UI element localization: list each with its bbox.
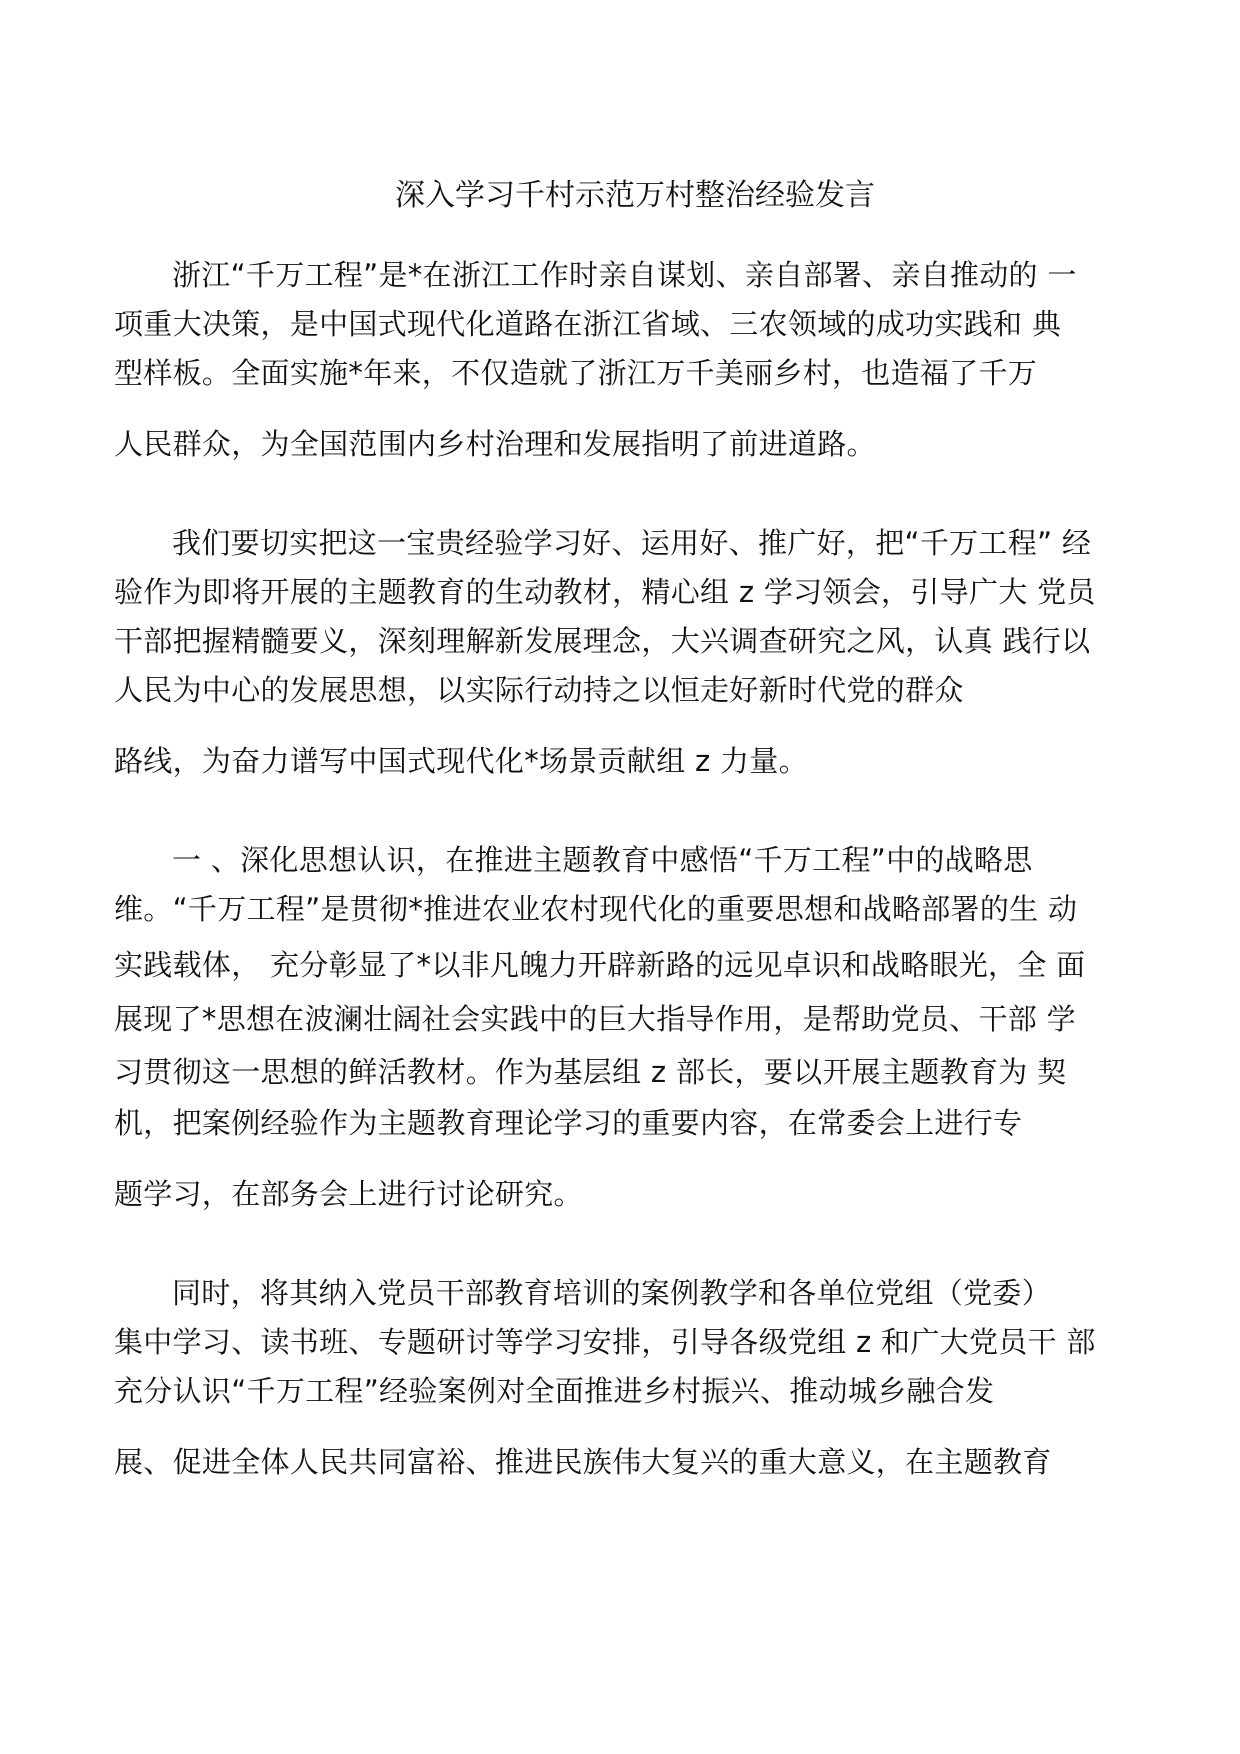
- paragraph-3-line-7: 题学习，在部务会上进行讨论研究。: [114, 1177, 583, 1211]
- paragraph-2-line-1: 我们要切实把这一宝贵经验学习好、运用好、推广好，把“千万工程” 经: [172, 526, 1092, 560]
- paragraph-1-line-2: 项重大决策，是中国式现代化道路在浙江省域、三农领域的成功实践和 典: [114, 307, 1062, 341]
- paragraph-3-line-6: 机，把案例经验作为主题教育理论学习的重要内容，在常委会上进行专: [114, 1106, 1023, 1140]
- paragraph-1-line-3: 型样板。全面实施*年来，不仅造就了浙江万千美丽乡村，也造福了千万: [114, 356, 1038, 390]
- paragraph-2-line-5: 路线，为奋力谱写中国式现代化*场景贡献组 z 力量。: [114, 744, 808, 778]
- paragraph-4-line-2: 集中学习、读书班、专题研讨等学习安排，引导各级党组 z 和广大党员干 部: [114, 1325, 1096, 1359]
- paragraph-3-line-5: 习贯彻这一思想的鲜活教材。作为基层组 z 部长，要以开展主题教育为 契: [114, 1055, 1067, 1089]
- paragraph-1-line-1: 浙江“千万工程”是*在浙江工作时亲自谋划、亲自部署、亲自推动的 一: [172, 258, 1077, 292]
- paragraph-3-line-1: 一 、深化思想认识，在推进主题教育中感悟“千万工程”中的战略思: [172, 843, 1033, 877]
- paragraph-3-line-4: 展现了*思想在波澜壮阔社会实践中的巨大指导作用，是帮助党员、干部 学: [114, 1002, 1076, 1036]
- paragraph-2-line-3: 干部把握精髓要义，深刻理解新发展理念，大兴调查研究之风，认真 践行以: [114, 624, 1091, 658]
- paragraph-1-line-4: 人民群众，为全国范围内乡村治理和发展指明了前进道路。: [114, 427, 876, 461]
- paragraph-3-line-3: 实践载体， 充分彰显了*以非凡魄力开辟新路的远见卓识和战略眼光，全 面: [114, 948, 1086, 982]
- paragraph-4-line-4: 展、促进全体人民共同富裕、推进民族伟大复兴的重大意义，在主题教育: [114, 1445, 1052, 1479]
- paragraph-2-line-2: 验作为即将开展的主题教育的生动教材，精心组 z 学习领会，引导广大 党员: [114, 575, 1096, 609]
- paragraph-4-line-3: 充分认识“千万工程”经验案例对全面推进乡村振兴、推动城乡融合发: [114, 1374, 995, 1408]
- document-title: 深入学习千村示范万村整治经验发言: [395, 178, 875, 213]
- paragraph-3-line-2: 维。“千万工程”是贯彻*推进农业农村现代化的重要思想和战略部署的生 动: [114, 892, 1078, 926]
- paragraph-2-line-4: 人民为中心的发展思想，以实际行动持之以恒走好新时代党的群众: [114, 673, 964, 707]
- paragraph-4-line-1: 同时，将其纳入党员干部教育培训的案例教学和各单位党组（党委）: [172, 1276, 1052, 1310]
